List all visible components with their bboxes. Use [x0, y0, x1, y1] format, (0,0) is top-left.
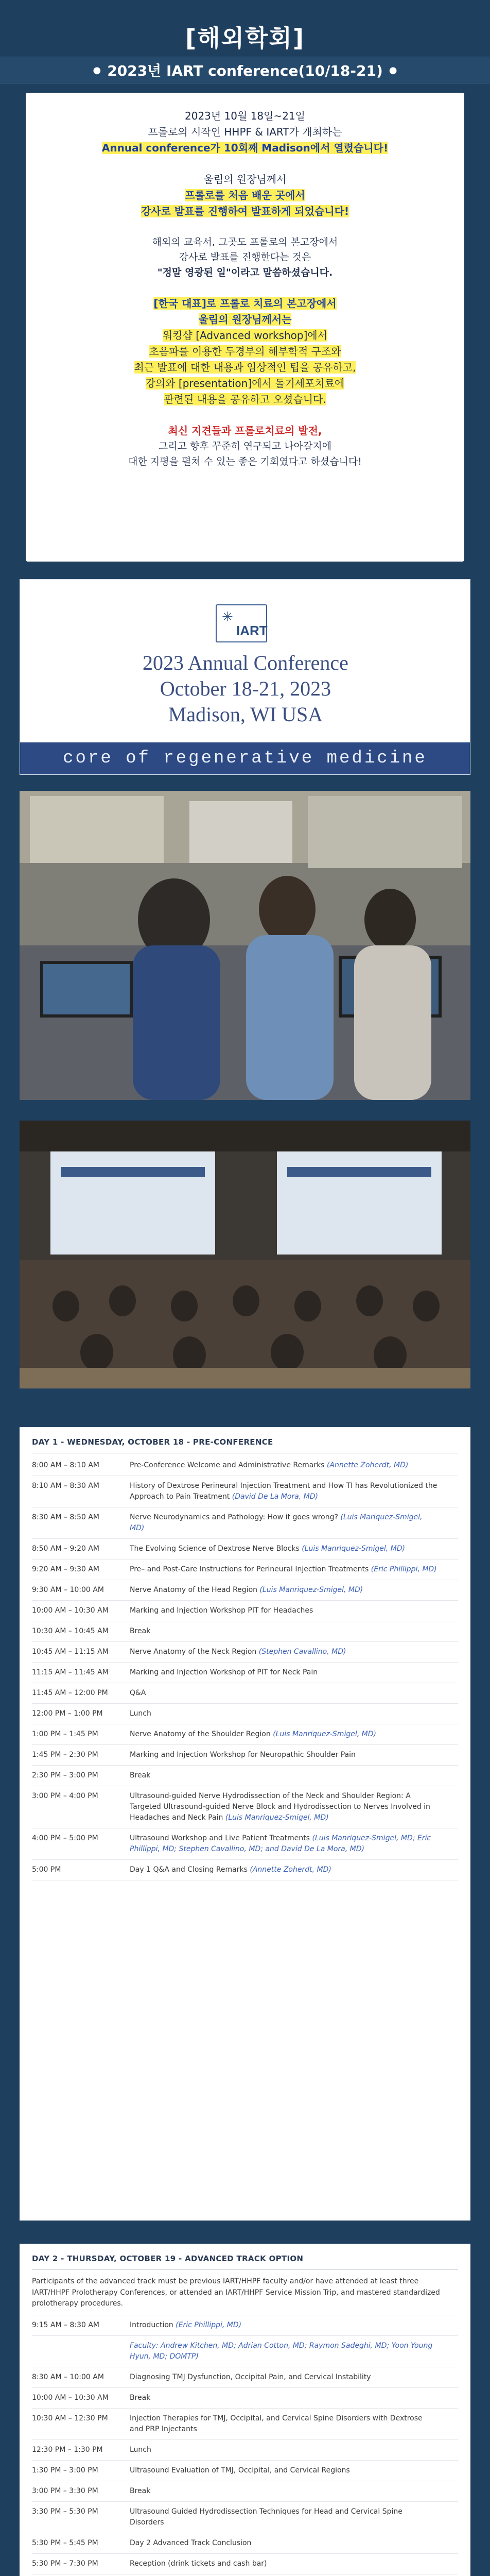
schedule-row: [32, 1580, 458, 1601]
time: 11:15 AM – 11:45 AM: [32, 1668, 109, 1676]
header: [0, 0, 490, 57]
time: 10:30 AM – 12:30 PM: [32, 2414, 108, 2423]
time: 12:30 PM – 1:30 PM: [32, 2446, 103, 2454]
schedule-row: [32, 2502, 458, 2533]
conference-banner: [20, 579, 470, 775]
schedule-row: [32, 2533, 458, 2554]
schedule-row: [32, 2409, 458, 2440]
session-title: Diagnosing TMJ Dysfunction, Occipital Pain, and Cervical Instability: [130, 2373, 371, 2382]
page-title: [해외학회]: [185, 24, 305, 52]
schedule-row: [32, 1663, 458, 1683]
schedule-row: [32, 2554, 458, 2574]
intro-highlight: [한국 대표]로 프롤로 치료의 본고장에서: [153, 297, 337, 310]
logo-mark-icon: ✳: [222, 609, 233, 625]
session: [130, 1544, 458, 1554]
session: [130, 1865, 458, 1875]
bullet-icon: ●: [389, 64, 397, 76]
intro-text: "정말 영광된 일"이라고 말씀하셨습니다.: [157, 266, 333, 278]
speaker: (Luis Manriquez-Smigel, MD): [259, 1586, 363, 1594]
time: [32, 2341, 130, 2362]
intro-text: 강사로 발표를 진행한다는 것은: [179, 251, 311, 263]
session: [130, 1708, 458, 1719]
schedule-row: [32, 2367, 458, 2388]
session-title: Marking and Injection Workshop PIT for Headaches: [130, 1606, 313, 1615]
intro-highlight: 프롤로를 처음 배운 곳에서: [185, 189, 305, 201]
session-title: Marking and Injection Workshop of PIT for Neck Pain: [130, 1668, 318, 1676]
session-title: Lunch: [130, 2446, 151, 2454]
intro-highlight: 관련된 내용을 공유하고 오셨습니다.: [164, 393, 326, 406]
photo-lecture-room: [20, 791, 470, 1100]
session-title: Break: [130, 2394, 151, 2402]
session-title: Marking and Injection Workshop for Neuropathic Shoulder Pain: [130, 1751, 356, 1759]
session: [130, 1626, 458, 1637]
session: [130, 2445, 458, 2455]
session-title: Introduction: [130, 2321, 173, 2330]
intro-text: 울림의 원장님께서: [203, 173, 287, 185]
session: [130, 1564, 458, 1575]
speaker: (Annette Zoherdt, MD): [326, 1461, 409, 1469]
session: [130, 1481, 458, 1502]
session-title: Nerve Anatomy of the Shoulder Region: [130, 1730, 271, 1738]
intro-text: 해외의 교육서, 그곳도 프롤로의 본고장에서: [152, 236, 338, 248]
session: [130, 1791, 458, 1823]
banner-conference-name: 2023 Annual Conference: [143, 651, 348, 674]
time: 12:00 PM – 1:00 PM: [32, 1709, 103, 1718]
speaker: (Luis Manriquez-Smigel, MD): [273, 1730, 376, 1738]
schedule-row: [32, 1455, 458, 1476]
subheader-bar: [0, 57, 490, 83]
time: 8:30 AM – 10:00 AM: [32, 2373, 104, 2382]
intro-highlight: 강의와 [presentation]에서 돌기세포치료에: [145, 377, 345, 390]
intro-text: 2023년 10월 18일~21일: [185, 110, 305, 122]
schedule-row: [32, 1683, 458, 1704]
schedule-row: [32, 1642, 458, 1663]
schedule-row: [32, 1828, 458, 1860]
session: [130, 1585, 458, 1596]
speaker: (Luis Manriquez-Smigel, MD; Eric Phillippi, MD; Stephen Cavallino, MD; and David De La Mora, MD): [130, 1834, 431, 1853]
speaker: (David De La Mora, MD): [232, 1493, 318, 1501]
session: [130, 2465, 458, 2476]
session: [130, 1770, 458, 1781]
session: [130, 1729, 458, 1740]
session-title: Break: [130, 1627, 151, 1635]
schedule-row: [32, 1539, 458, 1560]
banner-tagline: core of regenerative medicine: [20, 742, 470, 774]
time: 10:00 AM – 10:30 AM: [32, 1606, 109, 1615]
time: 4:00 PM – 5:00 PM: [32, 1834, 98, 1842]
session-title: Reception (drink tickets and cash bar): [130, 2560, 267, 2568]
schedule-row: [32, 2461, 458, 2481]
schedule-row: [32, 2481, 458, 2502]
session-title: Nerve Anatomy of the Neck Region: [130, 1648, 257, 1656]
time: 3:00 PM – 3:30 PM: [32, 2487, 98, 2496]
session-title: Lunch: [130, 1709, 151, 1718]
intro-highlight: 워킹샵 [Advanced workshop]에서: [162, 329, 328, 342]
intro-text: 최신 지견들과 프롤로치료의 발전,: [168, 425, 322, 437]
time: 3:00 PM – 4:00 PM: [32, 1792, 98, 1800]
time: 2:30 PM – 3:00 PM: [32, 1771, 98, 1780]
session: [130, 1460, 458, 1471]
session-title: Q&A: [130, 1689, 146, 1697]
intro-highlight: 강사로 발표를 진행하여 발표하게 되었습니다!: [141, 205, 349, 217]
schedule-row: [32, 2440, 458, 2461]
session: [130, 2393, 458, 2403]
speaker: (Eric Phillippi, MD): [176, 2321, 242, 2330]
intro-card: [26, 93, 464, 562]
schedule-row: [32, 1476, 458, 1507]
time: 9:20 AM – 9:30 AM: [32, 1565, 99, 1573]
intro-text: 그리고 향후 꾸준히 연구되고 나아갈지에: [158, 440, 332, 452]
schedule-day-2: [20, 2244, 470, 2576]
schedule-row: [32, 1724, 458, 1745]
schedule-row: [32, 1745, 458, 1766]
session: [130, 1750, 458, 1760]
time: 5:00 PM: [32, 1866, 61, 1874]
session-title: Ultrasound Guided Hydrodissection Techniques for Head and Cervical Spine Disorders: [130, 2507, 402, 2527]
logo-text: IART: [236, 623, 268, 638]
schedule-row: [32, 1560, 458, 1580]
session-title: Nerve Anatomy of the Head Region: [130, 1586, 258, 1594]
intro-highlight: 초음파를 이용한 두경부의 해부학적 구조와: [149, 345, 341, 358]
time: 8:50 AM – 9:20 AM: [32, 1545, 99, 1553]
time: 1:30 PM – 3:00 PM: [32, 2466, 98, 2475]
photo-auditorium: [20, 1121, 470, 1388]
session: [130, 2538, 458, 2549]
session-title: Pre-Conference Welcome and Administrative Remarks: [130, 1461, 325, 1469]
day-description: Participants of the advanced track must be previous IART/HHPF faculty and/or have attended at least three IART/HHPF Prolotherapy Conferences, or attended an IART/HHPF Service Mission Trip, and mastered standardized prolotherapy procedures.: [32, 2272, 458, 2315]
schedule-row: [32, 1621, 458, 1642]
day-title: DAY 1 - WEDNESDAY, OCTOBER 18 - PRE-CONFERENCE: [32, 1437, 458, 1453]
schedule-row: [32, 1766, 458, 1786]
time: 8:30 AM – 8:50 AM: [32, 1513, 99, 1521]
time: 5:30 PM – 5:45 PM: [32, 2539, 98, 2548]
time: 5:30 PM – 7:30 PM: [32, 2560, 98, 2568]
speaker: (Stephen Cavallino, MD): [258, 1648, 346, 1656]
session-title: Ultrasound Evaluation of TMJ, Occipital, and Cervical Regions: [130, 2466, 350, 2475]
session: [130, 2486, 458, 2497]
session: [130, 2506, 458, 2528]
session: [130, 2372, 458, 2383]
time: 8:10 AM – 8:30 AM: [32, 1482, 99, 1490]
time: 1:45 PM – 2:30 PM: [32, 1751, 98, 1759]
time: 11:45 AM – 12:00 PM: [32, 1689, 108, 1697]
page-subtitle: 2023년 IART conference(10/18-21): [107, 62, 383, 79]
speaker: (Luis Manriquez-Smigel, MD): [302, 1545, 405, 1553]
session: [130, 1512, 458, 1534]
iart-logo: [216, 604, 267, 642]
speaker: Faculty: Andrew Kitchen, MD; Adrian Cotton, MD; Raymon Sadeghi, MD; Yoon Young Hyun, MD; DOMTP): [130, 2342, 433, 2361]
schedule-day-1: [20, 1427, 470, 2221]
banner-location: Madison, WI USA: [168, 703, 323, 726]
schedule-row: [32, 1860, 458, 1880]
intro-text: 대한 지평을 펼쳐 수 있는 좋은 기회였다고 하셨습니다!: [128, 455, 362, 467]
intro-highlight: 최근 발표에 대한 내용과 임상적인 팁을 공유하고,: [134, 361, 356, 374]
time: 10:30 AM – 10:45 AM: [32, 1627, 109, 1635]
schedule-row: [32, 2336, 458, 2367]
time: 10:45 AM – 11:15 AM: [32, 1648, 109, 1656]
session: [130, 1833, 458, 1855]
session-title: Break: [130, 2487, 151, 2496]
speaker: (Luis Manriquez-Smigel, MD): [225, 1814, 329, 1822]
time: 9:30 AM – 10:00 AM: [32, 1586, 104, 1594]
intro-text: 프롤로의 시작인 HHPF & IART가 개최하는: [148, 126, 342, 138]
schedule-row: [32, 1601, 458, 1621]
speaker: (Luis Mariquez-Smigel, MD): [130, 1513, 423, 1532]
schedule-row: [32, 1786, 458, 1828]
time: 3:30 PM – 5:30 PM: [32, 2507, 98, 2516]
session: [130, 2341, 458, 2362]
time: 1:00 PM – 1:45 PM: [32, 1730, 98, 1738]
schedule-row: [32, 2315, 458, 2336]
bullet-icon: ●: [93, 64, 101, 76]
session: [130, 2558, 458, 2569]
session-title: Nerve Neurodynamics and Pathology: How it goes wrong?: [130, 1513, 338, 1521]
session-title: The Evolving Science of Dextrose Nerve Blocks: [130, 1545, 300, 1553]
speaker: (Eric Phillippi, MD): [371, 1565, 437, 1573]
intro-highlight: 울림의 원장님께서는: [198, 313, 292, 326]
session-title: Ultrasound-guided Nerve Hydrodissection of the Neck and Shoulder Region: A Targeted Ultrasound-guided Nerve Block and Hydrodissection to Nerves Involved in Headaches and Neck Pain: [130, 1792, 430, 1822]
session-title: Ultrasound Workshop and Live Patient Treatments: [130, 1834, 310, 1842]
session: [130, 1688, 458, 1699]
session: [130, 1667, 458, 1678]
banner-dates: October 18-21, 2023: [160, 677, 331, 700]
time: 8:00 AM – 8:10 AM: [32, 1461, 99, 1469]
session-title: Day 2 Advanced Track Conclusion: [130, 2539, 252, 2548]
session: [130, 1605, 458, 1616]
session: [130, 1647, 458, 1657]
schedule-row: [32, 1704, 458, 1724]
day1-rows: [32, 1455, 458, 1880]
session-title: Day 1 Q&A and Closing Remarks: [130, 1866, 248, 1874]
session-title: Break: [130, 1771, 151, 1780]
schedule-row: [32, 1507, 458, 1539]
speaker: (Annette Zoherdt, MD): [250, 1866, 331, 1874]
time: 10:00 AM – 10:30 AM: [32, 2394, 109, 2402]
intro-highlight: Annual conference가 10회째 Madison에서 열렸습니다!: [101, 142, 389, 154]
time: 9:15 AM – 8:30 AM: [32, 2321, 99, 2330]
session-title: Pre– and Post-Care Instructions for Perineural Injection Treatments: [130, 1565, 369, 1573]
session: [130, 2413, 458, 2435]
session-title: History of Dextrose Perineural Injection Treatment and How TI has Revolutionized the Approach to Pain Treatment: [130, 1482, 437, 1501]
session: [130, 2320, 458, 2331]
day-title: DAY 2 - THURSDAY, OCTOBER 19 - ADVANCED TRACK OPTION: [32, 2254, 458, 2270]
schedule-row: [32, 2388, 458, 2409]
session-title: Injection Therapies for TMJ, Occipital, and Cervical Spine Disorders with Dextrose and PRP Injectants: [130, 2414, 423, 2434]
